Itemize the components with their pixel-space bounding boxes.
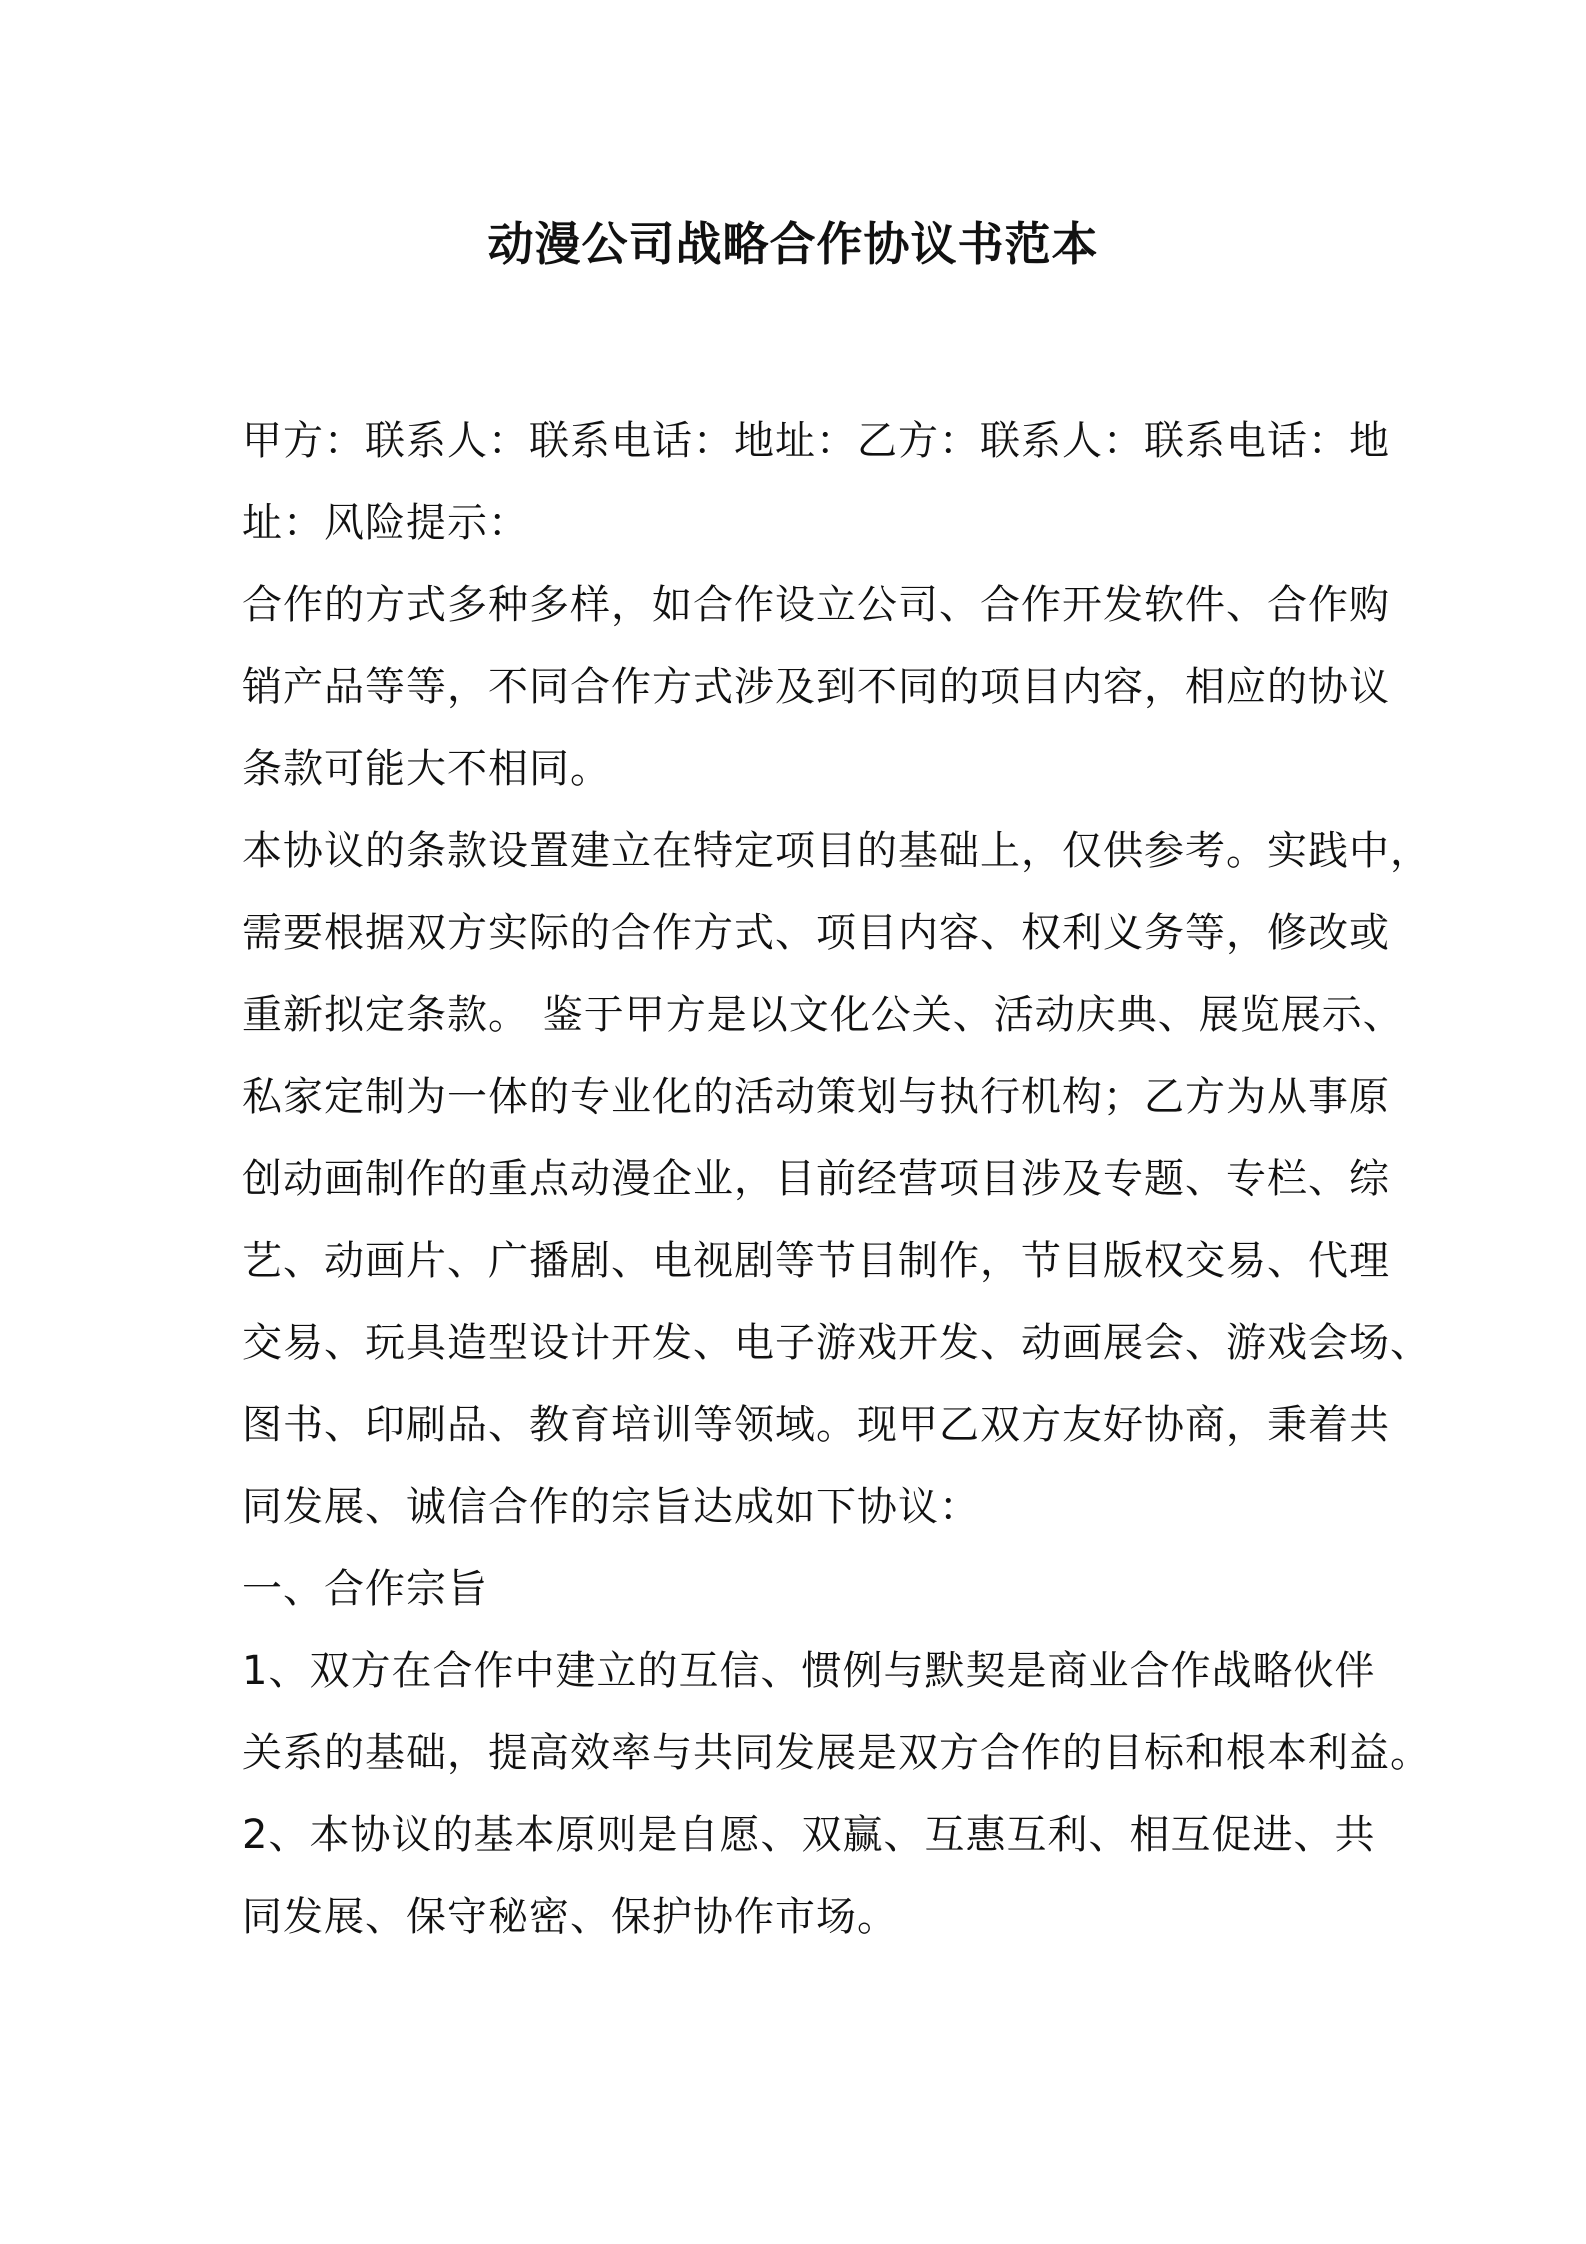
document-body <box>242 400 1431 1958</box>
text-line: 销产品等等，不同合作方式涉及到不同的项目内容，相应的协议 <box>242 664 1390 710</box>
text-line: 图书、印刷品、教育培训等领域。现甲乙双方友好协商，秉着共 <box>242 1402 1390 1448</box>
text-line: 合作的方式多种多样，如合作设立公司、合作开发软件、合作购 <box>242 582 1390 628</box>
text-line: 本协议的条款设置建立在特定项目的基础上，仅供参考。实践中， <box>242 828 1431 874</box>
text-line: 重新拟定条款。 鉴于甲方是以文化公关、活动庆典、展览展示、 <box>242 992 1404 1038</box>
text-line: 同发展、诚信合作的宗旨达成如下协议： <box>242 1484 980 1530</box>
text-line: 2、本协议的基本原则是自愿、双赢、互惠互利、相互促进、共 <box>242 1812 1376 1858</box>
text-line: 甲方：联系人：联系电话：地址：乙方：联系人：联系电话：地 <box>242 418 1390 464</box>
document-title: 动漫公司战略合作协议书范本 <box>487 217 1099 271</box>
text-line: 1、双方在合作中建立的互信、惯例与默契是商业合作战略伙伴 <box>242 1648 1376 1694</box>
text-line: 条款可能大不相同。 <box>242 746 611 792</box>
text-line: 交易、玩具造型设计开发、电子游戏开发、动画展会、游戏会场、 <box>242 1320 1431 1366</box>
text-line: 艺、动画片、广播剧、电视剧等节目制作，节目版权交易、代理 <box>242 1238 1390 1284</box>
section-heading: 一、合作宗旨 <box>242 1566 488 1612</box>
text-line: 私家定制为一体的专业化的活动策划与执行机构；乙方为从事原 <box>242 1074 1390 1120</box>
text-line: 需要根据双方实际的合作方式、项目内容、权利义务等，修改或 <box>242 910 1390 956</box>
text-line: 创动画制作的重点动漫企业，目前经营项目涉及专题、专栏、综 <box>242 1156 1390 1202</box>
text-line: 同发展、保守秘密、保护协作市场。 <box>242 1894 898 1940</box>
text-line: 址：风险提示： <box>242 500 529 546</box>
text-line: 关系的基础，提高效率与共同发展是双方合作的目标和根本利益。 <box>242 1730 1431 1776</box>
